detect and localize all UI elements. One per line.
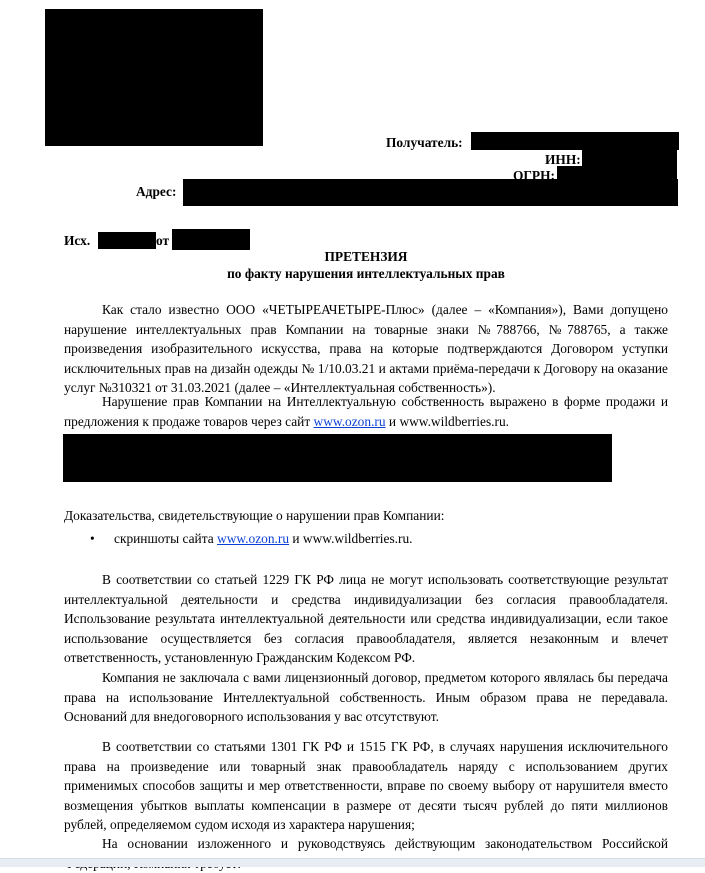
document-title: ПРЕТЕНЗИЯ (324, 249, 408, 264)
evidence-item-text: скриншоты сайта (114, 531, 218, 546)
ogrn-label: ОГРН: (513, 168, 555, 183)
ozon-link[interactable]: www.ozon.ru (313, 413, 386, 429)
paragraph-compensation: В соответствии со статьями 1301 ГК РФ и 1515 ГК РФ, в случаях нарушения исключительного права на произведение или товарный знак правообладатель наряду с использованием других применимых способов защиты и мер ответственности, вправе по своему выбору от нарушителя вместо возмещения убытков выплаты компенсации в размере от десяти тысяч рублей до пяти миллионов рублей, определяемом судом исходя из характера нарушения; (64, 739, 668, 832)
viewer-bottom-bar (0, 858, 705, 867)
out-number-label: Исх. (64, 233, 91, 248)
address-label: Адрес: (136, 184, 177, 199)
paragraph-demands: На основании изложенного и руководствуясь действующим законодательством Российской (102, 836, 668, 851)
redacted-address (183, 179, 678, 206)
paragraph-infringement-tail: и www.wildberries.ru. (385, 413, 510, 429)
evidence-heading: Доказательства, свидетельствующие о нарушении прав Компании: (64, 508, 445, 523)
bullet-marker: • (90, 531, 95, 546)
redacted-recipient (471, 132, 679, 150)
redacted-inn (582, 150, 677, 166)
redacted-ref-number (98, 232, 156, 249)
recipient-label: Получатель: (386, 135, 463, 150)
paragraph-no-license: Компания не заключала с вами лицензионный договор, предметом которого являлась бы передача права на использование Интеллектуальной собственность. Иным образом права не передавала. Оснований для внедоговорного использования у вас отсутствуют. (64, 670, 668, 724)
paragraph-infringement-text: Нарушение прав Компании на Интеллектуальную собственность выражено в форме продажи и предложения к продаже товаров через сайт (64, 394, 668, 429)
redacted-paragraph (63, 434, 612, 482)
evidence-item (114, 531, 413, 547)
document-subtitle: по факту нарушения интеллектуальных прав (227, 266, 505, 281)
inn-label: ИНН: (545, 152, 581, 167)
paragraph-intro: Как стало известно ООО «ЧЕТЫРЕАЧЕТЫРЕ-Плюс» (далее – «Компания»), Вами допущено нарушение интеллектуальных прав Компании на товарные знаки №788766, №788765, а также произведения изобразительного искусства, права на которые подтверждаются Договором уступки исключительных прав на дизайн одежды № 1/10.03.21 и актами приёма-передачи к Договору на оказание услуг №310321 от 31.03.2021 (далее – «Интеллектуальная собственность»). (64, 302, 668, 395)
date-from-label: от (156, 233, 170, 248)
paragraph-law-1229: В соответствии со статьей 1229 ГК РФ лица не могут использовать соответствующие результат интеллектуальной деятельности и средства индивидуализации без согласия правообладателя. Использование результата интеллектуальной деятельности или средства индивидуализации, если такое использование осуществляется без согласия правообладателя, является незаконным и влечет ответственность, установленную Гражданским Кодексом РФ. (64, 572, 668, 665)
redacted-ref-date (172, 229, 250, 250)
paragraph-infringement (64, 392, 668, 431)
redacted-logo (45, 9, 263, 146)
evidence-ozon-link[interactable]: www.ozon.ru (217, 531, 290, 546)
evidence-item-tail: и www.wildberries.ru. (289, 531, 413, 546)
